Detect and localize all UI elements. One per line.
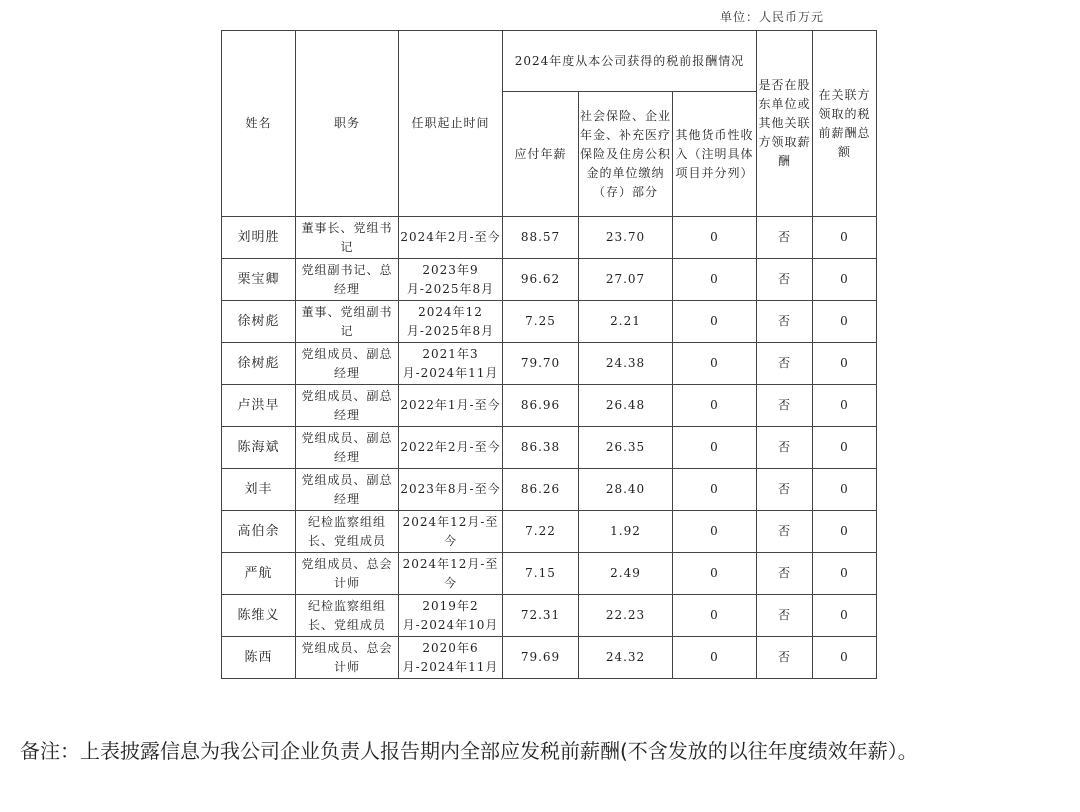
related-pay-cell: 0 [813,637,877,679]
shareholder-flag-cell: 否 [757,301,813,343]
insurance-cell: 23.70 [579,217,673,259]
table-row [222,343,877,385]
other-income-cell: 0 [673,343,757,385]
shareholder-flag-cell: 否 [757,595,813,637]
other-income-cell: 0 [673,637,757,679]
term-cell: 2020年6月-2024年11月 [399,637,503,679]
header-name: 姓名 [222,31,296,217]
related-pay-cell: 0 [813,217,877,259]
term-cell: 2024年2月-至今 [399,217,503,259]
shareholder-flag-cell: 否 [757,385,813,427]
name-cell: 高伯余 [222,511,296,553]
payable-cell: 86.38 [503,427,579,469]
shareholder-flag-cell: 否 [757,553,813,595]
payable-cell: 72.31 [503,595,579,637]
payable-cell: 79.70 [503,343,579,385]
shareholder-flag-cell: 否 [757,469,813,511]
header-term: 任职起止时间 [399,31,503,217]
name-cell: 栗宝卿 [222,259,296,301]
related-pay-cell: 0 [813,427,877,469]
related-pay-cell: 0 [813,301,877,343]
name-cell: 徐树彪 [222,343,296,385]
insurance-cell: 27.07 [579,259,673,301]
table-row [222,259,877,301]
table-body [222,217,877,679]
name-cell: 陈西 [222,637,296,679]
other-income-cell: 0 [673,511,757,553]
shareholder-flag-cell: 否 [757,343,813,385]
other-income-cell: 0 [673,427,757,469]
name-cell: 徐树彪 [222,301,296,343]
name-cell: 刘明胜 [222,217,296,259]
header-related: 在关联方领取的税前薪酬总额 [813,31,877,217]
payable-cell: 7.15 [503,553,579,595]
header-other: 其他货币性收入（注明具体项目并分列） [673,92,757,217]
related-pay-cell: 0 [813,511,877,553]
related-pay-cell: 0 [813,385,877,427]
other-income-cell: 0 [673,469,757,511]
position-cell: 党组成员、副总经理 [296,469,399,511]
insurance-cell: 24.38 [579,343,673,385]
table-header [222,31,877,217]
related-pay-cell: 0 [813,469,877,511]
table-row [222,217,877,259]
insurance-cell: 2.49 [579,553,673,595]
related-pay-cell: 0 [813,343,877,385]
related-pay-cell: 0 [813,259,877,301]
position-cell: 党组成员、副总经理 [296,385,399,427]
term-cell: 2024年12月-至今 [399,553,503,595]
term-cell: 2021年3月-2024年11月 [399,343,503,385]
term-cell: 2023年8月-至今 [399,469,503,511]
term-cell: 2022年2月-至今 [399,427,503,469]
shareholder-flag-cell: 否 [757,259,813,301]
other-income-cell: 0 [673,217,757,259]
unit-label: 单位：人民币万元 [720,10,825,24]
payable-cell: 86.96 [503,385,579,427]
header-insurance: 社会保险、企业年金、补充医疗保险及住房公积金的单位缴纳（存）部分 [579,92,673,217]
table-row [222,385,877,427]
name-cell: 严航 [222,553,296,595]
header-pay-group: 2024年度从本公司获得的税前报酬情况 [503,31,757,92]
payable-cell: 79.69 [503,637,579,679]
payable-cell: 7.25 [503,301,579,343]
position-cell: 党组成员、副总经理 [296,427,399,469]
table-row [222,301,877,343]
other-income-cell: 0 [673,595,757,637]
term-cell: 2024年12月-至今 [399,511,503,553]
table-row [222,427,877,469]
footnote: 备注：上表披露信息为我公司企业负责人报告期内全部应发税前薪酬(不含发放的以往年度绩效年薪）。 [20,739,918,763]
insurance-cell: 28.40 [579,469,673,511]
other-income-cell: 0 [673,259,757,301]
related-pay-cell: 0 [813,595,877,637]
other-income-cell: 0 [673,301,757,343]
insurance-cell: 1.92 [579,511,673,553]
other-income-cell: 0 [673,553,757,595]
header-shareholder: 是否在股东单位或其他关联方领取薪酬 [757,31,813,217]
position-cell: 党组成员、副总经理 [296,343,399,385]
name-cell: 陈维义 [222,595,296,637]
name-cell: 陈海斌 [222,427,296,469]
insurance-cell: 22.23 [579,595,673,637]
table-row [222,637,877,679]
insurance-cell: 2.21 [579,301,673,343]
payable-cell: 86.26 [503,469,579,511]
related-pay-cell: 0 [813,553,877,595]
insurance-cell: 26.35 [579,427,673,469]
position-cell: 董事长、党组书记 [296,217,399,259]
table-row [222,553,877,595]
payable-cell: 96.62 [503,259,579,301]
shareholder-flag-cell: 否 [757,217,813,259]
position-cell: 党组成员、总会计师 [296,637,399,679]
shareholder-flag-cell: 否 [757,427,813,469]
position-cell: 纪检监察组组长、党组成员 [296,595,399,637]
shareholder-flag-cell: 否 [757,511,813,553]
term-cell: 2024年12月-2025年8月 [399,301,503,343]
salary-table [221,30,877,679]
header-position: 职务 [296,31,399,217]
position-cell: 纪检监察组组长、党组成员 [296,511,399,553]
other-income-cell: 0 [673,385,757,427]
insurance-cell: 24.32 [579,637,673,679]
header-payable: 应付年薪 [503,92,579,217]
position-cell: 党组成员、总会计师 [296,553,399,595]
name-cell: 卢洪早 [222,385,296,427]
name-cell: 刘丰 [222,469,296,511]
payable-cell: 88.57 [503,217,579,259]
table-row [222,469,877,511]
term-cell: 2023年9月-2025年8月 [399,259,503,301]
payable-cell: 7.22 [503,511,579,553]
term-cell: 2022年1月-至今 [399,385,503,427]
position-cell: 董事、党组副书记 [296,301,399,343]
table-row [222,511,877,553]
shareholder-flag-cell: 否 [757,637,813,679]
term-cell: 2019年2月-2024年10月 [399,595,503,637]
insurance-cell: 26.48 [579,385,673,427]
position-cell: 党组副书记、总经理 [296,259,399,301]
table-row [222,595,877,637]
